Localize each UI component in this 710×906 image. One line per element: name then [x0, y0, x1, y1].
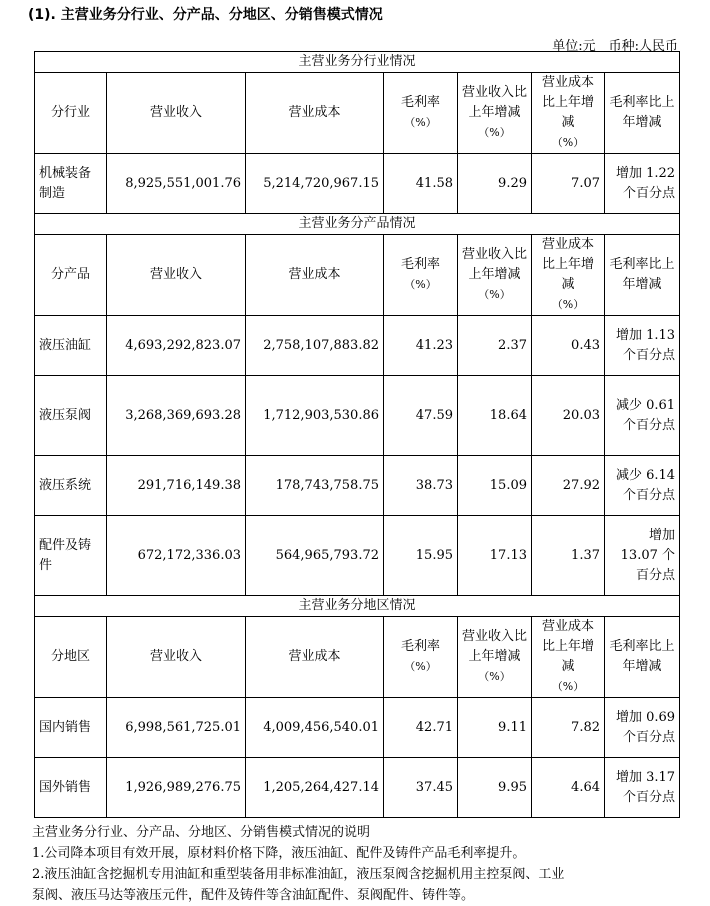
section-title: (1). 主营业务分行业、分产品、分地区、分销售模式情况	[28, 7, 383, 23]
row-margin-change: 增加 13.07 个百分点	[605, 516, 680, 596]
row-rev-change: 17.13	[458, 516, 532, 596]
row-cost: 5,214,720,967.15	[246, 154, 384, 214]
row-rev-change: 9.29	[458, 154, 532, 214]
table-row	[35, 376, 680, 456]
rev-change-header	[458, 73, 532, 154]
row-cost: 4,009,456,540.01	[246, 698, 384, 758]
row-cost: 564,965,793.72	[246, 516, 384, 596]
product-header-row	[35, 235, 680, 316]
row-cost-change: 20.03	[532, 376, 605, 456]
row-rev-change: 9.11	[458, 698, 532, 758]
row-name: 国内销售	[35, 698, 107, 758]
rev-change-header-unit: （%）	[478, 126, 511, 139]
row-rev-change: 18.64	[458, 376, 532, 456]
revenue-header: 营业收入	[107, 73, 246, 154]
cost-change-header-label: 营业成本比上年增减	[541, 619, 594, 674]
row-name: 液压泵阀	[35, 376, 107, 456]
table-row	[35, 758, 680, 818]
margin-header-label: 毛利率	[400, 95, 440, 110]
rev-change-header-label: 营业收入比上年增减	[462, 247, 528, 282]
product-section-title: 主营业务分产品情况	[35, 214, 680, 235]
row-name: 国外销售	[35, 758, 107, 818]
cost-change-header-label: 营业成本比上年增减	[541, 75, 594, 130]
cost-header: 营业成本	[246, 617, 384, 698]
table-row	[35, 154, 680, 214]
rev-change-header-label: 营业收入比上年增减	[462, 629, 528, 664]
margin-header-label: 毛利率	[400, 257, 440, 272]
row-cost-change: 7.82	[532, 698, 605, 758]
note-2-cont: 泵阀、液压马达等液压元件，配件及铸件等含油缸配件、泵阀配件、铸件等。	[32, 888, 475, 903]
margin-change-header: 毛利率比上年增减	[605, 235, 680, 316]
row-revenue: 4,693,292,823.07	[107, 316, 246, 376]
row-name: 液压系统	[35, 456, 107, 516]
note-2: 2.液压油缸含挖掘机专用油缸和重型装备用非标准油缸，液压泵阀含挖掘机用主控泵阀、工业	[32, 867, 565, 882]
rev-change-header-unit: （%）	[478, 670, 511, 683]
row-name: 配件及铸件	[35, 516, 107, 596]
cost-change-header-label: 营业成本比上年增减	[541, 237, 594, 292]
row-revenue: 3,268,369,693.28	[107, 376, 246, 456]
notes-title: 主营业务分行业、分产品、分地区、分销售模式情况的说明	[32, 825, 371, 840]
row-revenue: 1,926,989,276.75	[107, 758, 246, 818]
row-revenue: 6,998,561,725.01	[107, 698, 246, 758]
product-label-header: 分产品	[35, 235, 107, 316]
row-cost-change: 4.64	[532, 758, 605, 818]
margin-header	[384, 617, 458, 698]
row-margin: 42.71	[384, 698, 458, 758]
region-label-header: 分地区	[35, 617, 107, 698]
margin-header	[384, 73, 458, 154]
industry-header-row	[35, 73, 680, 154]
margin-header-unit: （%）	[404, 278, 437, 291]
rev-change-header-unit: （%）	[478, 288, 511, 301]
row-margin-change: 增加 0.69 个百分点	[605, 698, 680, 758]
row-cost-change: 7.07	[532, 154, 605, 214]
margin-header	[384, 235, 458, 316]
row-margin-change: 减少 0.61 个百分点	[605, 376, 680, 456]
currency-unit: 单位:元 币种:人民币	[552, 39, 678, 54]
margin-header-unit: （%）	[404, 116, 437, 129]
row-margin-change: 减少 6.14 个百分点	[605, 456, 680, 516]
revenue-header: 营业收入	[107, 235, 246, 316]
row-cost: 2,758,107,883.82	[246, 316, 384, 376]
cost-change-header-unit: （%）	[551, 298, 585, 311]
table-row	[35, 516, 680, 596]
revenue-table	[34, 51, 680, 818]
rev-change-header	[458, 617, 532, 698]
table-row	[35, 698, 680, 758]
margin-header-unit: （%）	[404, 660, 437, 673]
industry-label-header: 分行业	[35, 73, 107, 154]
row-revenue: 291,716,149.38	[107, 456, 246, 516]
row-margin: 41.58	[384, 154, 458, 214]
row-name: 液压油缸	[35, 316, 107, 376]
revenue-header: 营业收入	[107, 617, 246, 698]
cost-change-header	[532, 617, 605, 698]
row-margin: 38.73	[384, 456, 458, 516]
row-margin-change: 增加 3.17 个百分点	[605, 758, 680, 818]
row-cost-change: 1.37	[532, 516, 605, 596]
cost-change-header-unit: （%）	[551, 680, 585, 693]
table-row	[35, 316, 680, 376]
margin-change-header: 毛利率比上年增减	[605, 73, 680, 154]
cost-header: 营业成本	[246, 235, 384, 316]
row-margin: 47.59	[384, 376, 458, 456]
table-row	[35, 456, 680, 516]
cost-change-header-unit: （%）	[551, 136, 585, 149]
margin-change-header: 毛利率比上年增减	[605, 617, 680, 698]
row-cost: 178,743,758.75	[246, 456, 384, 516]
row-rev-change: 15.09	[458, 456, 532, 516]
cost-change-header	[532, 73, 605, 154]
row-revenue: 8,925,551,001.76	[107, 154, 246, 214]
row-name: 机械装备制造	[35, 154, 107, 214]
row-margin: 41.23	[384, 316, 458, 376]
cost-change-header	[532, 235, 605, 316]
region-header-row	[35, 617, 680, 698]
row-cost-change: 0.43	[532, 316, 605, 376]
region-section-title: 主营业务分地区情况	[35, 596, 680, 617]
row-margin-change: 增加 1.13 个百分点	[605, 316, 680, 376]
rev-change-header	[458, 235, 532, 316]
row-cost-change: 27.92	[532, 456, 605, 516]
margin-header-label: 毛利率	[400, 639, 440, 654]
row-cost: 1,205,264,427.14	[246, 758, 384, 818]
row-rev-change: 9.95	[458, 758, 532, 818]
row-rev-change: 2.37	[458, 316, 532, 376]
notes	[32, 822, 682, 906]
row-cost: 1,712,903,530.86	[246, 376, 384, 456]
cost-header: 营业成本	[246, 73, 384, 154]
rev-change-header-label: 营业收入比上年增减	[462, 85, 528, 120]
row-margin: 37.45	[384, 758, 458, 818]
industry-section-title: 主营业务分行业情况	[35, 52, 680, 73]
row-margin-change: 增加 1.22 个百分点	[605, 154, 680, 214]
row-revenue: 672,172,336.03	[107, 516, 246, 596]
row-margin: 15.95	[384, 516, 458, 596]
note-1: 1.公司降本项目有效开展，原材料价格下降，液压油缸、配件及铸件产品毛利率提升。	[32, 846, 526, 861]
